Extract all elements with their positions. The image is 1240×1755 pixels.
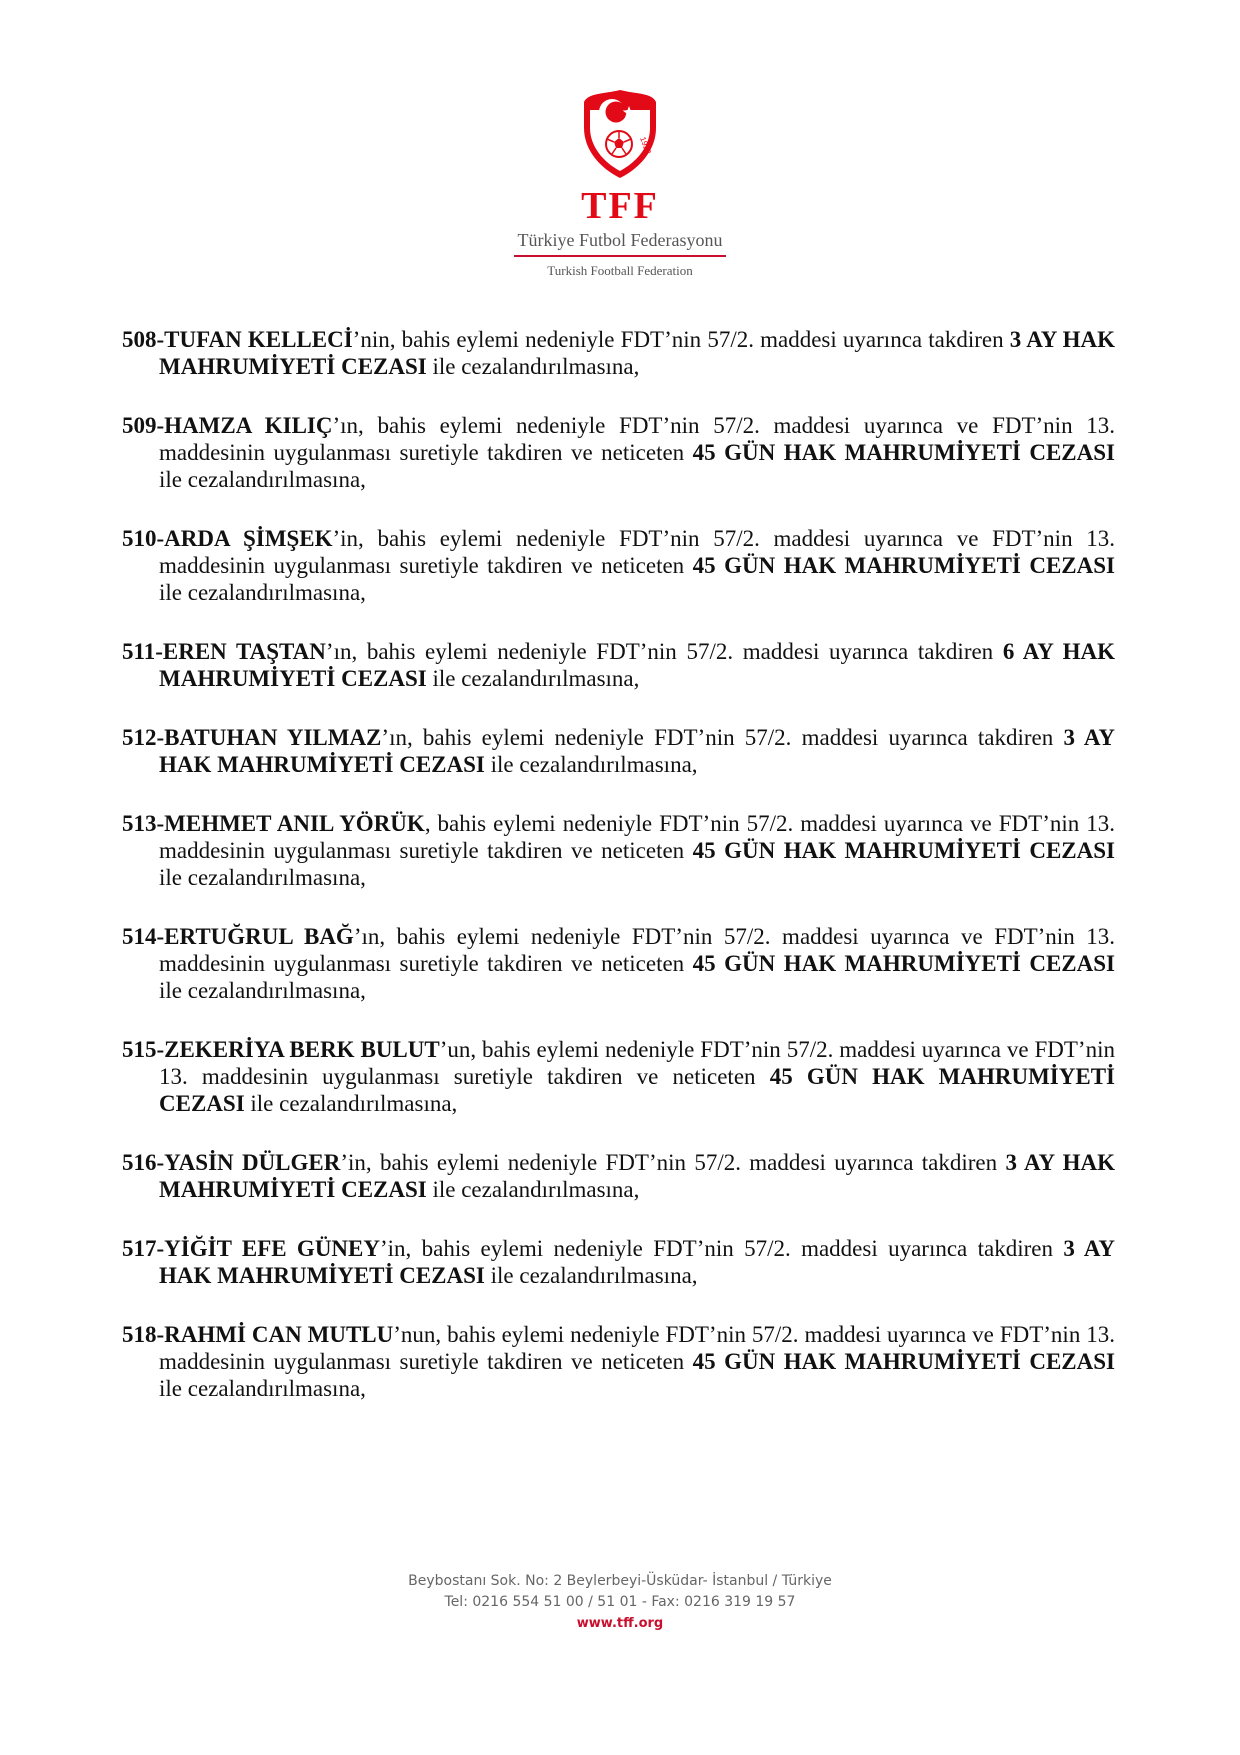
person-name: HAMZA KILIÇ: [164, 413, 333, 438]
item-number: 510-: [122, 526, 165, 551]
item-number: 514-: [122, 924, 165, 949]
penalty: 45 GÜN HAK MAHRUMİYETİ CEZASI: [692, 951, 1115, 976]
penalty: 3 AY HAK MAHRUMİYETİ CEZASI: [159, 725, 1116, 777]
item-text: ’ın, bahis eylemi nedeniyle FDT’nin 57/2. maddesi uyarınca ve FDT’nin 13. maddesinin uygulanması suretiyle takdiren ve neticeten: [159, 413, 1115, 465]
item-text: ’in, bahis eylemi nedeniyle FDT’nin 57/2. maddesi uyarınca takdiren: [340, 1150, 1006, 1175]
decision-item: [122, 923, 1115, 1004]
decision-item: [122, 1149, 1115, 1203]
penalty: 45 GÜN HAK MAHRUMİYETİ CEZASI: [692, 440, 1115, 465]
page-footer: [0, 1571, 1240, 1634]
decision-item: [122, 326, 1115, 380]
footer-website-link[interactable]: www.tff.org: [576, 1616, 664, 1631]
decision-item: [122, 525, 1115, 606]
item-text-end: ile cezalandırılmasına,: [426, 666, 640, 691]
item-text-end: ile cezalandırılmasına,: [244, 1091, 458, 1116]
item-text: ’un, bahis eylemi nedeniyle FDT’nin 57/2. maddesi uyarınca ve FDT’nin 13. maddesinin uygulanması suretiyle takdiren ve neticeten: [159, 1037, 1115, 1089]
item-text-end: ile cezalandırılmasına,: [426, 1177, 640, 1202]
tff-crest-logo: [582, 88, 658, 180]
penalty: 45 GÜN HAK MAHRUMİYETİ CEZASI: [159, 1064, 1115, 1116]
person-name: MEHMET ANIL YÖRÜK: [164, 811, 425, 836]
person-name: ARDA ŞİMŞEK: [164, 526, 333, 551]
federation-name-tr: Türkiye Futbol Federasyonu: [514, 228, 727, 257]
item-text: , bahis eylemi nedeniyle FDT’nin 57/2. maddesi uyarınca ve FDT’nin 13. maddesinin uygulanması suretiyle takdiren ve neticeten: [159, 811, 1115, 863]
item-text: ’ın, bahis eylemi nedeniyle FDT’nin 57/2. maddesi uyarınca ve FDT’nin 13. maddesinin uygulanması suretiyle takdiren ve neticeten: [159, 924, 1115, 976]
person-name: EREN TAŞTAN: [162, 639, 326, 664]
item-text-end: ile cezalandırılmasına,: [484, 1263, 698, 1288]
item-text: ’ın, bahis eylemi nedeniyle FDT’nin 57/2. maddesi uyarınca takdiren: [325, 639, 1003, 664]
item-text: ’nin, bahis eylemi nedeniyle FDT’nin 57/2. maddesi uyarınca takdiren: [352, 327, 1010, 352]
decision-item: [122, 1321, 1115, 1402]
item-text-end: ile cezalandırılmasına,: [159, 467, 366, 492]
letterhead: [0, 88, 1240, 280]
person-name: TUFAN KELLECİ: [164, 327, 353, 352]
item-text-end: ile cezalandırılmasına,: [426, 354, 640, 379]
penalty: 45 GÜN HAK MAHRUMİYETİ CEZASI: [692, 553, 1115, 578]
item-number: 509-: [122, 413, 165, 438]
item-number: 518-: [122, 1322, 165, 1347]
person-name: RAHMİ CAN MUTLU: [164, 1322, 394, 1347]
item-text-end: ile cezalandırılmasına,: [159, 1376, 366, 1401]
item-text: ’nun, bahis eylemi nedeniyle FDT’nin 57/2. maddesi uyarınca ve FDT’nin 13. maddesinin uygulanması suretiyle takdiren ve neticeten: [159, 1322, 1116, 1374]
penalty: 3 AY HAK MAHRUMİYETİ CEZASI: [159, 1236, 1116, 1288]
person-name: ZEKERİYA BERK BULUT: [164, 1037, 440, 1062]
person-name: BATUHAN YILMAZ: [164, 725, 382, 750]
penalty: 3 AY HAK MAHRUMİYETİ CEZASI: [159, 1150, 1115, 1202]
penalty: 6 AY HAK MAHRUMİYETİ CEZASI: [159, 639, 1115, 691]
penalty: 45 GÜN HAK MAHRUMİYETİ CEZASI: [692, 1349, 1115, 1374]
person-name: YİĞİT EFE GÜNEY: [164, 1236, 380, 1261]
item-number: 511-: [122, 639, 163, 664]
item-text-end: ile cezalandırılmasına,: [484, 752, 698, 777]
item-text-end: ile cezalandırılmasına,: [159, 580, 366, 605]
decision-item: [122, 724, 1115, 778]
item-number: 508-: [122, 327, 165, 352]
decision-item: [122, 638, 1115, 692]
decision-item: [122, 412, 1115, 493]
item-text: ’in, bahis eylemi nedeniyle FDT’nin 57/2. maddesi uyarınca takdiren: [380, 1236, 1064, 1261]
penalty: 3 AY HAK MAHRUMİYETİ CEZASI: [159, 327, 1115, 379]
federation-name-en: Turkish Football Federation: [547, 263, 693, 278]
item-number: 512-: [122, 725, 165, 750]
person-name: ERTUĞRUL BAĞ: [164, 924, 354, 949]
brand-wordmark: TFF: [581, 185, 659, 227]
item-text-end: ile cezalandırılmasına,: [159, 978, 366, 1003]
decision-item: [122, 1235, 1115, 1289]
person-name: YASİN DÜLGER: [164, 1150, 341, 1175]
penalty: 45 GÜN HAK MAHRUMİYETİ CEZASI: [692, 838, 1115, 863]
item-text: ’ın, bahis eylemi nedeniyle FDT’nin 57/2. maddesi uyarınca takdiren: [381, 725, 1064, 750]
footer-phone: Tel: 0216 554 51 00 / 51 01 - Fax: 0216 319 19 57: [444, 1594, 796, 1610]
decision-item: [122, 810, 1115, 891]
item-number: 515-: [122, 1037, 165, 1062]
item-number: 516-: [122, 1150, 165, 1175]
crest-year: 1923: [638, 135, 653, 156]
decision-list: [122, 326, 1115, 1434]
item-number: 513-: [122, 811, 165, 836]
item-text: ’in, bahis eylemi nedeniyle FDT’nin 57/2. maddesi uyarınca ve FDT’nin 13. maddesinin uygulanması suretiyle takdiren ve neticeten: [159, 526, 1115, 578]
item-text-end: ile cezalandırılmasına,: [159, 865, 366, 890]
decision-item: [122, 1036, 1115, 1117]
footer-address: Beybostanı Sok. No: 2 Beylerbeyi-Üsküdar- İstanbul / Türkiye: [408, 1573, 832, 1589]
item-number: 517-: [122, 1236, 165, 1261]
